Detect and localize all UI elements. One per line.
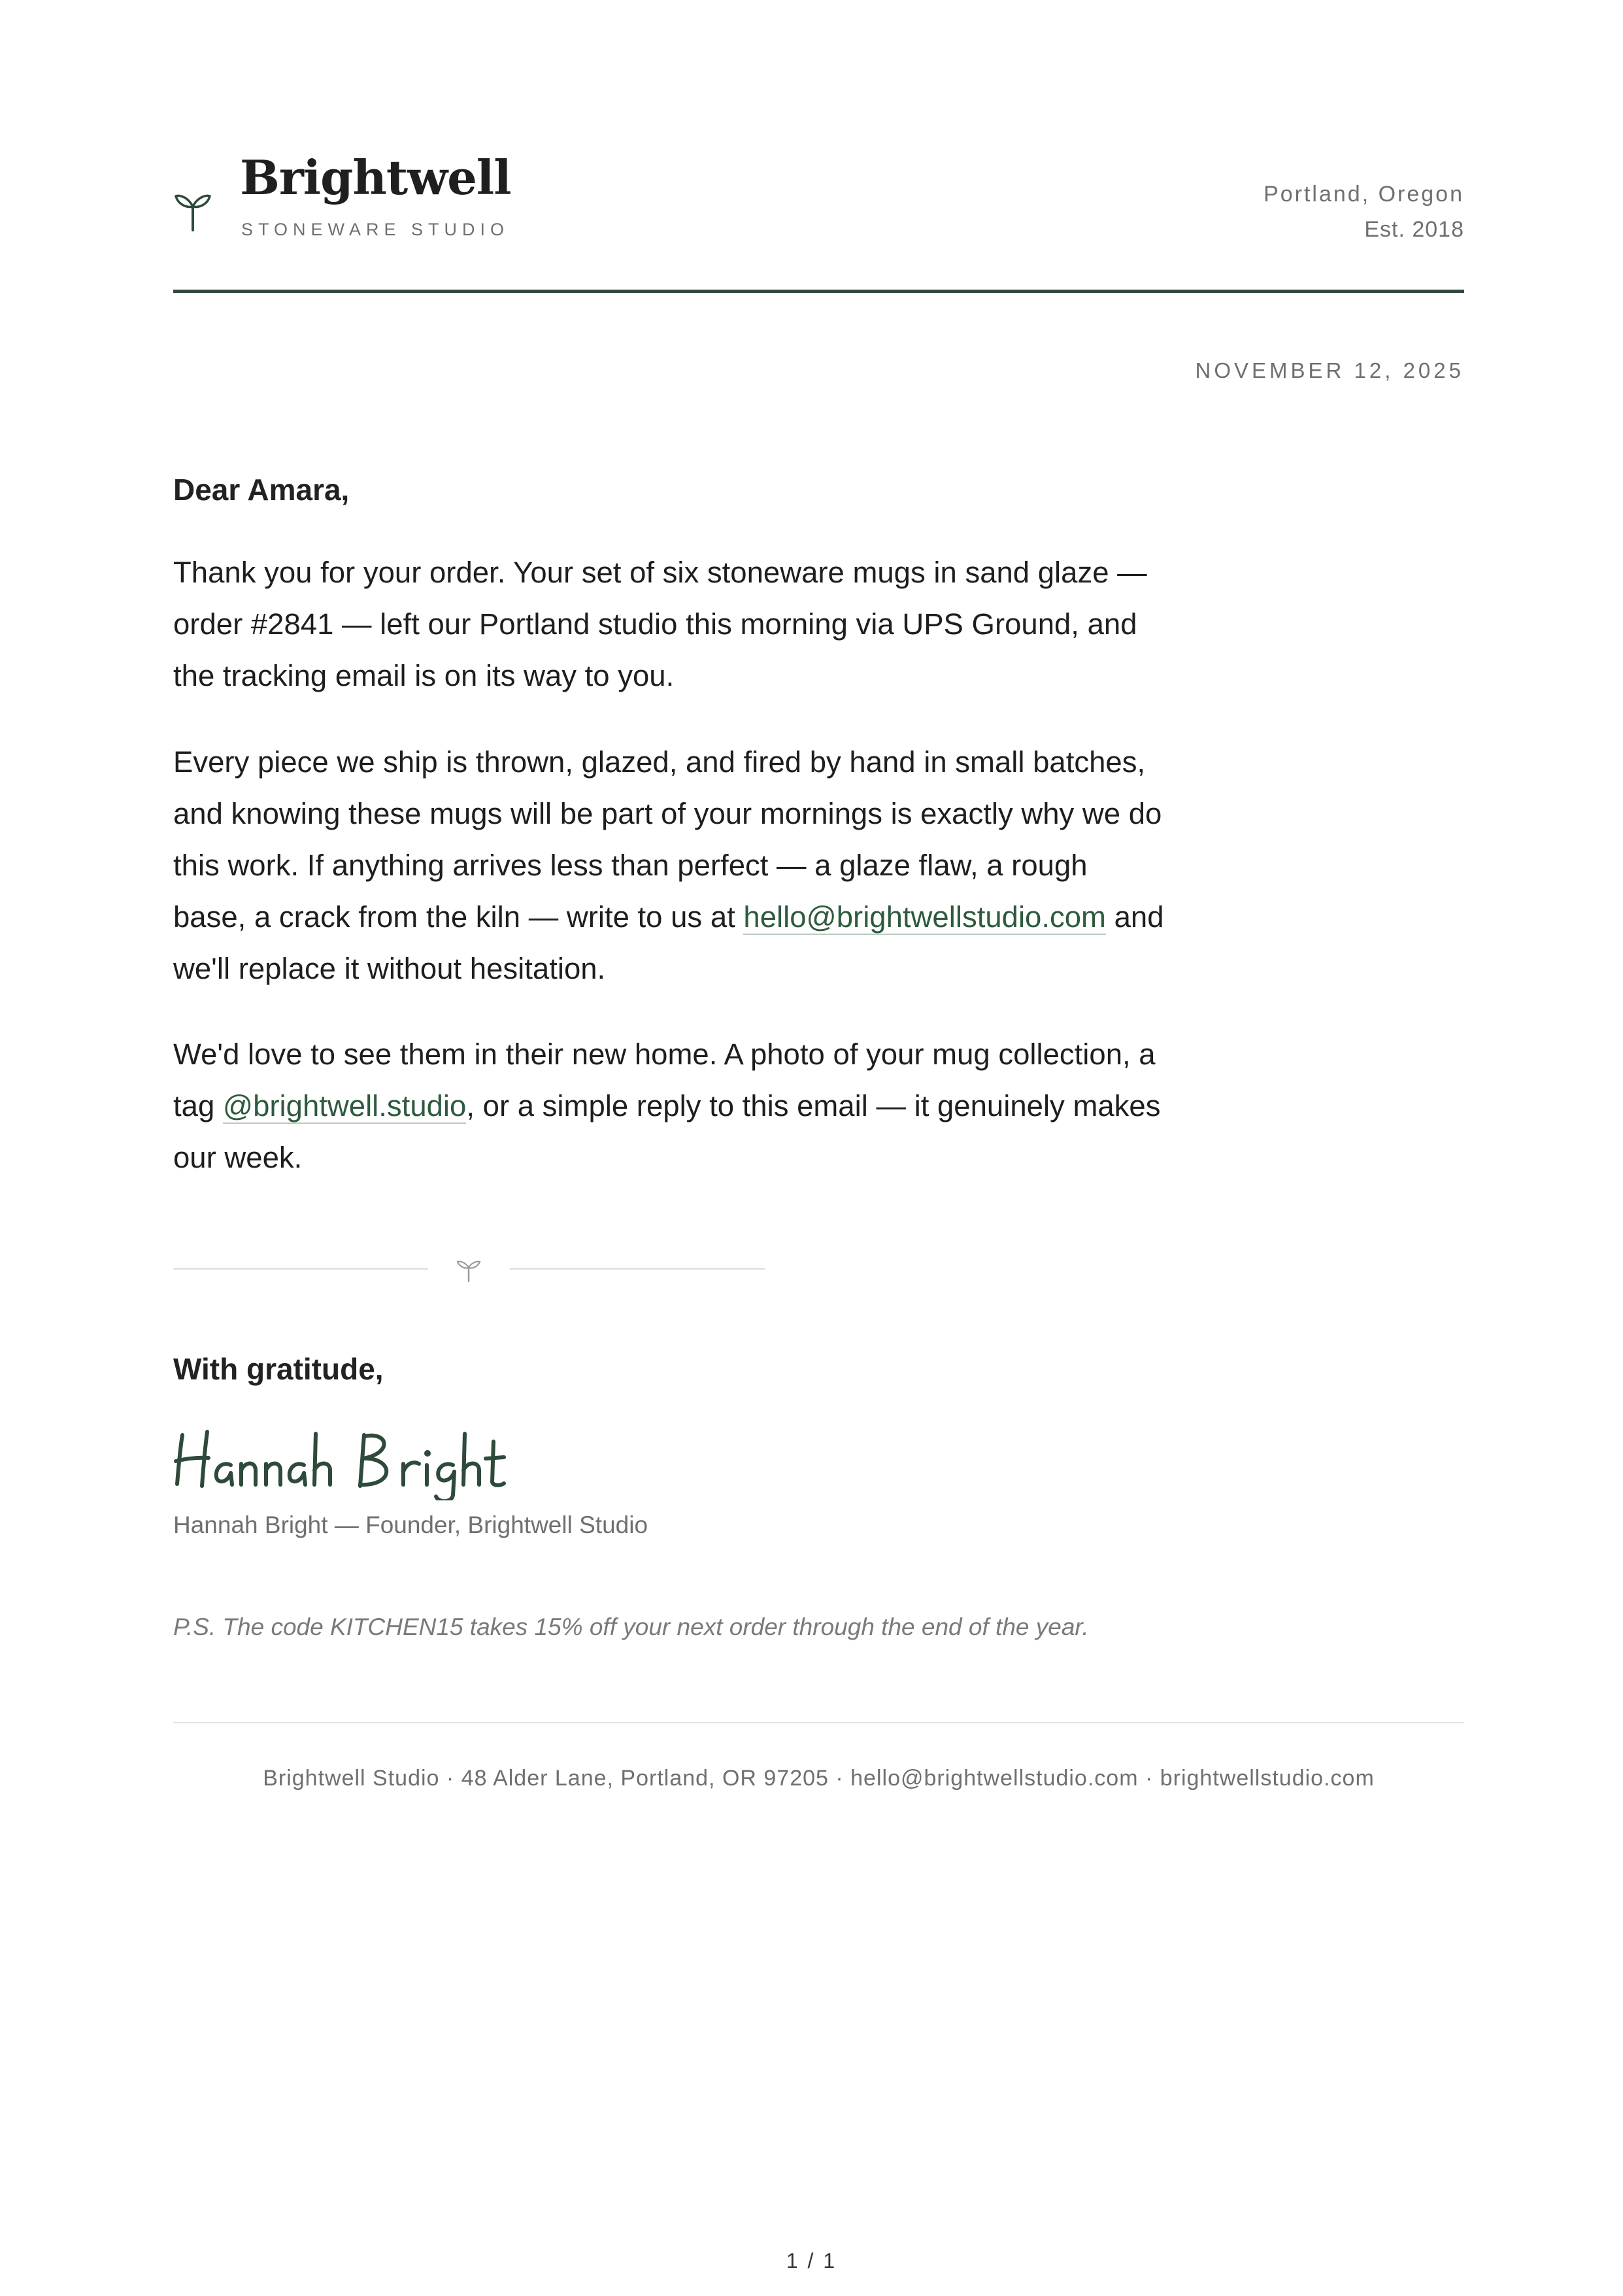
brand-name: Brightwell bbox=[240, 150, 511, 205]
footer-contact: Brightwell Studio · 48 Alder Lane, Portland, OR 97205 · hello@brightwellstudio.com · brightwellstudio.com bbox=[263, 1766, 1375, 1791]
para-line: Thank you for your order. Your set of six stoneware mugs in sand glaze — bbox=[173, 556, 1147, 589]
footer-divider bbox=[173, 1722, 1464, 1723]
ornament-divider bbox=[173, 1249, 765, 1288]
para-line: Every piece we ship is thrown, glazed, and fired by hand in small batches, bbox=[173, 745, 1146, 779]
header-divider bbox=[173, 290, 1464, 293]
letterhead bbox=[173, 150, 1464, 291]
handwritten-signature bbox=[173, 1422, 513, 1500]
signer-title: Hannah Bright — Founder, Brightwell Studio bbox=[173, 1511, 648, 1538]
para-line: We'd love to see them in their new home. A photo of your mug collection, a bbox=[173, 1038, 1156, 1071]
letter-date: NOVEMBER 12, 2025 bbox=[1195, 358, 1464, 382]
paragraph-handmade bbox=[173, 736, 1311, 994]
paragraph-share-photo bbox=[173, 1028, 1311, 1183]
para-line: , or a simple reply to this email — it genuinely makes bbox=[466, 1089, 1161, 1123]
email-link[interactable]: hello@brightwellstudio.com bbox=[743, 900, 1106, 934]
para-line: and knowing these mugs will be part of your mornings is exactly why we do bbox=[173, 797, 1162, 830]
salutation: Dear Amara, bbox=[173, 473, 350, 507]
para-line: we'll replace it without hesitation. bbox=[173, 952, 606, 985]
social-handle-link[interactable]: @brightwell.studio bbox=[222, 1089, 467, 1123]
para-line: and bbox=[1105, 900, 1164, 934]
established-year: Est. 2018 bbox=[1364, 217, 1464, 242]
sprout-icon bbox=[173, 183, 212, 231]
paragraph-order-shipped bbox=[173, 547, 1311, 701]
page-number: 1 / 1 bbox=[786, 2249, 837, 2272]
brand-tagline: STONEWARE STUDIO bbox=[241, 220, 510, 239]
para-line: base, a crack from the kiln — write to us at bbox=[173, 900, 744, 934]
postscript: P.S. The code KITCHEN15 takes 15% off your next order through the end of the year. bbox=[173, 1613, 1089, 1640]
para-line: this work. If anything arrives less than perfect — a glaze flaw, a rough bbox=[173, 849, 1088, 882]
para-line: tag bbox=[173, 1089, 223, 1123]
para-line: the tracking email is on its way to you. bbox=[173, 659, 675, 692]
para-line: order #2841 — left our Portland studio this morning via UPS Ground, and bbox=[173, 607, 1137, 641]
studio-location: Portland, Oregon bbox=[1263, 182, 1464, 207]
ornament-line bbox=[510, 1268, 765, 1270]
para-line: our week. bbox=[173, 1141, 303, 1174]
sprout-icon bbox=[456, 1254, 482, 1283]
ornament-line bbox=[173, 1268, 428, 1270]
closing: With gratitude, bbox=[173, 1352, 384, 1386]
